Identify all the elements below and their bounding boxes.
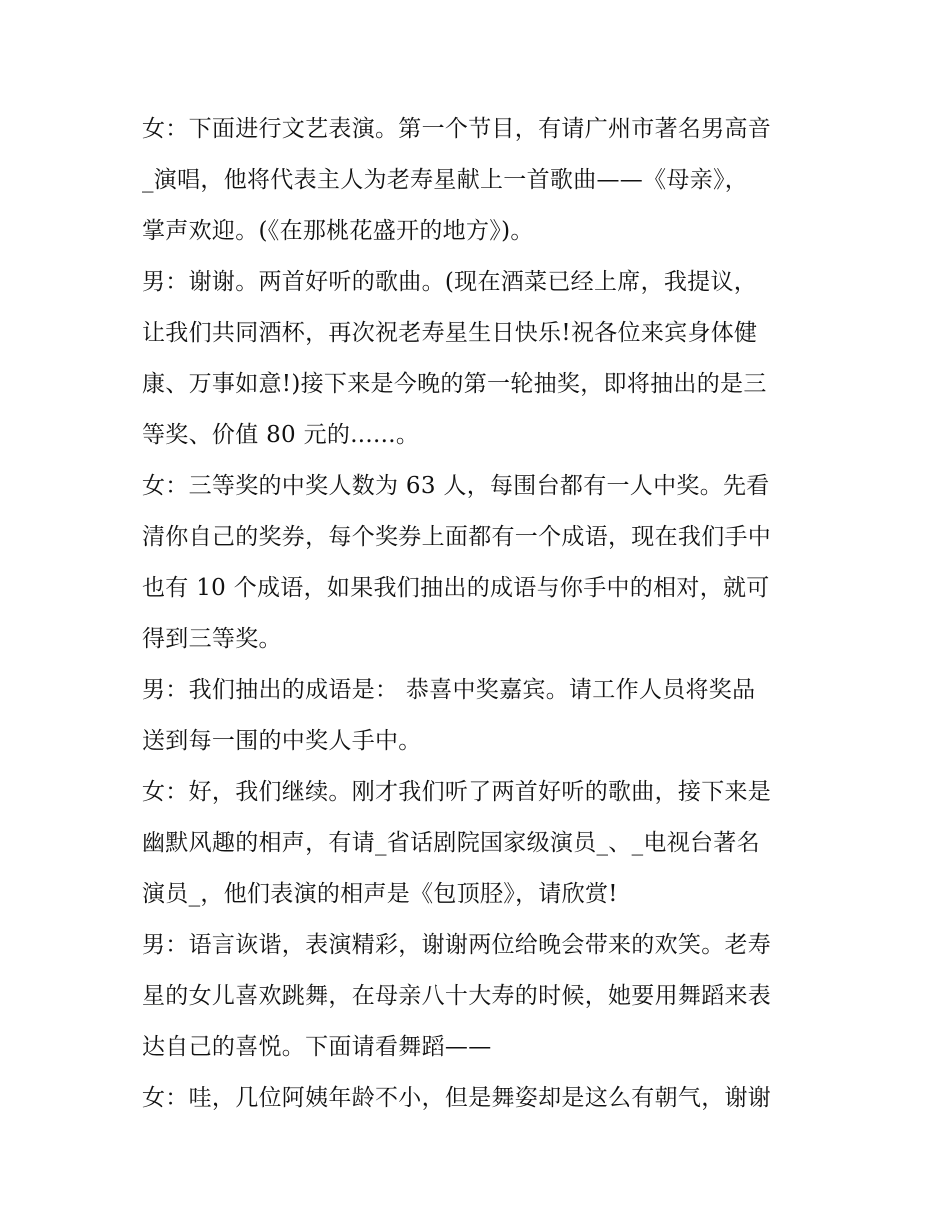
text-line: 等奖、价值 80 元的......。 — [142, 422, 420, 448]
text-line: 女：下面进行文艺表演。第一个节目，有请广州市著名男高音 — [142, 116, 772, 142]
text-line: 幽默风趣的相声，有请_省话剧院国家级演员_、_电视台著名 — [142, 830, 760, 856]
text-line: _演唱，他将代表主人为老寿星献上一首歌曲——《母亲》， — [142, 167, 749, 193]
text-line: 得到三等奖。 — [142, 626, 282, 652]
text-line: 女：哇，几位阿姨年龄不小，但是舞姿却是这么有朝气，谢谢 — [142, 1085, 772, 1111]
text-line: 达自己的喜悦。下面请看舞蹈—— — [142, 1034, 492, 1060]
text-line: 男：语言诙谐，表演精彩，谢谢两位给晚会带来的欢笑。老寿 — [142, 932, 772, 958]
text-line: 送到每一围的中奖人手中。 — [142, 728, 422, 754]
text-line: 女：三等奖的中奖人数为 63 人，每围台都有一人中奖。先看 — [142, 473, 770, 499]
text-line: 掌声欢迎。(《在那桃花盛开的地方》)。 — [142, 218, 534, 244]
text-line: 让我们共同酒杯，再次祝老寿星生日快乐!祝各位来宾身体健 — [142, 320, 758, 346]
text-line: 女：好，我们继续。刚才我们听了两首好听的歌曲，接下来是 — [142, 779, 772, 805]
text-line: 男：谢谢。两首好听的歌曲。(现在酒菜已经上席，我提议， — [142, 269, 758, 295]
document-body — [142, 104, 822, 1124]
text-line: 康、万事如意!)接下来是今晚的第一轮抽奖，即将抽出的是三 — [142, 371, 767, 397]
text-line: 也有 10 个成语，如果我们抽出的成语与你手中的相对，就可 — [142, 575, 770, 601]
text-line: 星的女儿喜欢跳舞，在母亲八十大寿的时候，她要用舞蹈来表 — [142, 983, 772, 1009]
text-line: 清你自己的奖券，每个奖券上面都有一个成语，现在我们手中 — [142, 524, 772, 550]
text-line: 男：我们抽出的成语是： 恭喜中奖嘉宾。请工作人员将奖品 — [142, 677, 756, 703]
text-line: 演员_，他们表演的相声是《包顶胫》，请欣赏! — [142, 881, 618, 907]
